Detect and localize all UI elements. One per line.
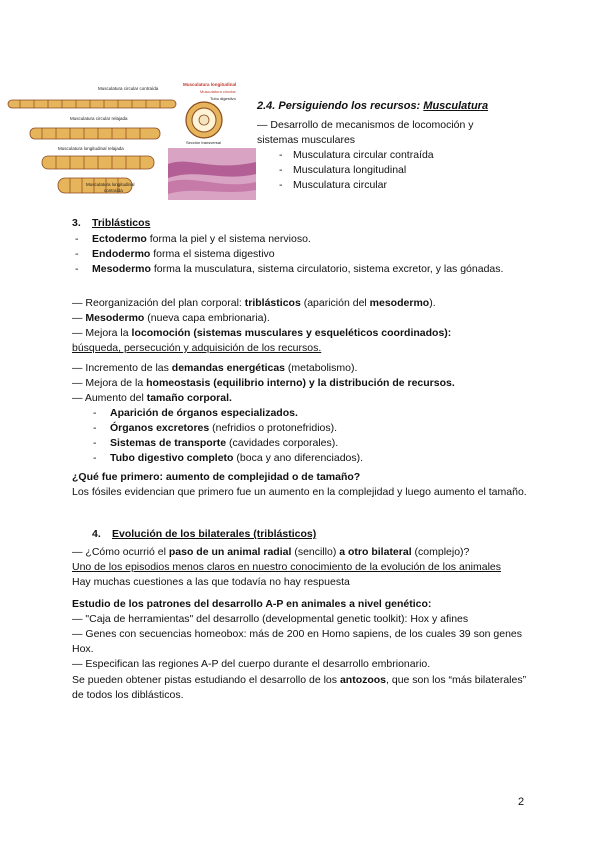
section-4-heading-wrap [92, 527, 532, 543]
label-circular: Musculatura circular [200, 89, 236, 94]
sec3-item: - Mesodermo forma la musculatura, sistema circulatorio, sistema excretor, y las gónadas. [72, 262, 532, 277]
s24-item: - Musculatura longitudinal [275, 163, 557, 178]
label-circular-relaxed: Musculatura circular relajada [70, 116, 128, 121]
s24-item: - Musculatura circular contraída [275, 148, 557, 163]
block-pistas [72, 673, 532, 703]
sec3-item: - Endodermo forma el sistema digestivo [72, 247, 532, 262]
label-circular-contracted: Musculatura circular contraída [98, 86, 159, 91]
especifican-line: — Especifican las regiones A-P del cuerpo durante el desarrollo embrionario. [72, 658, 431, 670]
mejora-line: — Mejora la locomoción (sistemas musculares y esqueléticos coordinados): [72, 327, 452, 339]
tamano-line: — Aumento del tamaño corporal. [72, 392, 232, 404]
homeostasis-line: — Mejora de la homeostasis (equilibrio interno) y la distribución de recursos. [72, 377, 455, 389]
block-incremento [72, 361, 532, 466]
incremento-line: — Incremento de las demandas energéticas (metabolismo). [72, 362, 358, 374]
label-tubo: Tubo digestivo [210, 96, 236, 101]
question-answer: Los fósiles evidencian que primero fue un aumento en la complejidad y luego aumento el tamaño. [72, 486, 527, 498]
s24-line1: — Desarrollo de mecanismos de locomoción y [257, 119, 474, 131]
label-seccion: Sección transversal [186, 140, 221, 145]
label-longitudinal-contracted-1: Musculatura longitudinal [86, 182, 135, 187]
sec4-episodios: Uno de los episodios menos claros en nuestro conocimiento de la evolución de los animales [72, 561, 501, 573]
caja-line: — "Caja de herramientas" del desarrollo (developmental genetic toolkit): Hox y afines [72, 613, 469, 625]
sec4-cuestiones: Hay muchas cuestiones a las que todavía no hay respuesta [72, 576, 350, 588]
tamano-item: - Órganos excretores (nefridios o protonefridios). [90, 421, 532, 436]
s24-line2: sistemas musculares [257, 134, 356, 146]
block-estudio [72, 597, 532, 672]
section-2-4 [257, 100, 557, 193]
label-longitudinal-relaxed: Musculatura longitudinal relajada [58, 146, 124, 151]
block-sec4 [72, 545, 532, 590]
tamano-item: - Tubo digestivo completo (boca y ano diferenciados). [90, 451, 532, 466]
sec4-question: — ¿Cómo ocurrió el paso de un animal radial (sencillo) a otro bilateral (complejo)? [72, 546, 470, 558]
cross-section-diagram [183, 82, 237, 145]
worm-circular-contracted [8, 86, 176, 108]
label-longitudinal: Musculatura longitudinal [183, 82, 237, 87]
worm-circular-relaxed [30, 116, 160, 139]
section-4-heading: 4. Evolución de los bilaterales (triblásticos) [92, 528, 317, 540]
musculature-figure [0, 78, 256, 206]
mesodermo-line: — Mesodermo (nueva capa embrionaria). [72, 312, 270, 324]
main-text [72, 216, 532, 277]
label-longitudinal-contracted-2: contraída [104, 188, 123, 193]
sec3-item: - Ectodermo forma la piel y el sistema nervioso. [72, 232, 532, 247]
block-reorg [72, 296, 532, 356]
question-heading: ¿Qué fue primero: aumento de complejidad o de tamaño? [72, 471, 361, 483]
worm-longitudinal-contracted [58, 178, 135, 193]
pistas-line: Se pueden obtener pistas estudiando el desarrollo de los antozoos, que son los “más bilaterales” de todos los diblásticos. [72, 674, 527, 701]
worm-longitudinal-relaxed [42, 146, 154, 169]
busqueda-line: búsqueda, persecución y adquisición de los recursos. [72, 342, 322, 354]
tamano-item: - Aparición de órganos especializados. [90, 406, 532, 421]
block-question [72, 470, 532, 500]
section-3-heading: 3. Triblásticos [72, 217, 151, 229]
reorg-line: — Reorganización del plan corporal: triblásticos (aparición del mesodermo). [72, 297, 436, 309]
estudio-heading: Estudio de los patrones del desarrollo A-P en animales a nivel genético: [72, 598, 432, 610]
s24-item: - Musculatura circular [275, 178, 557, 193]
tamano-item: - Sistemas de transporte (cavidades corporales). [90, 436, 532, 451]
genes-line: — Genes con secuencias homeobox: más de 200 en Homo sapiens, de los cuales 39 son genes Hox. [72, 628, 523, 655]
tissue-micrograph [168, 148, 256, 200]
page-number: 2 [518, 796, 525, 808]
section-2-4-title: 2.4. Persiguiendo los recursos: Musculatura [257, 100, 489, 112]
